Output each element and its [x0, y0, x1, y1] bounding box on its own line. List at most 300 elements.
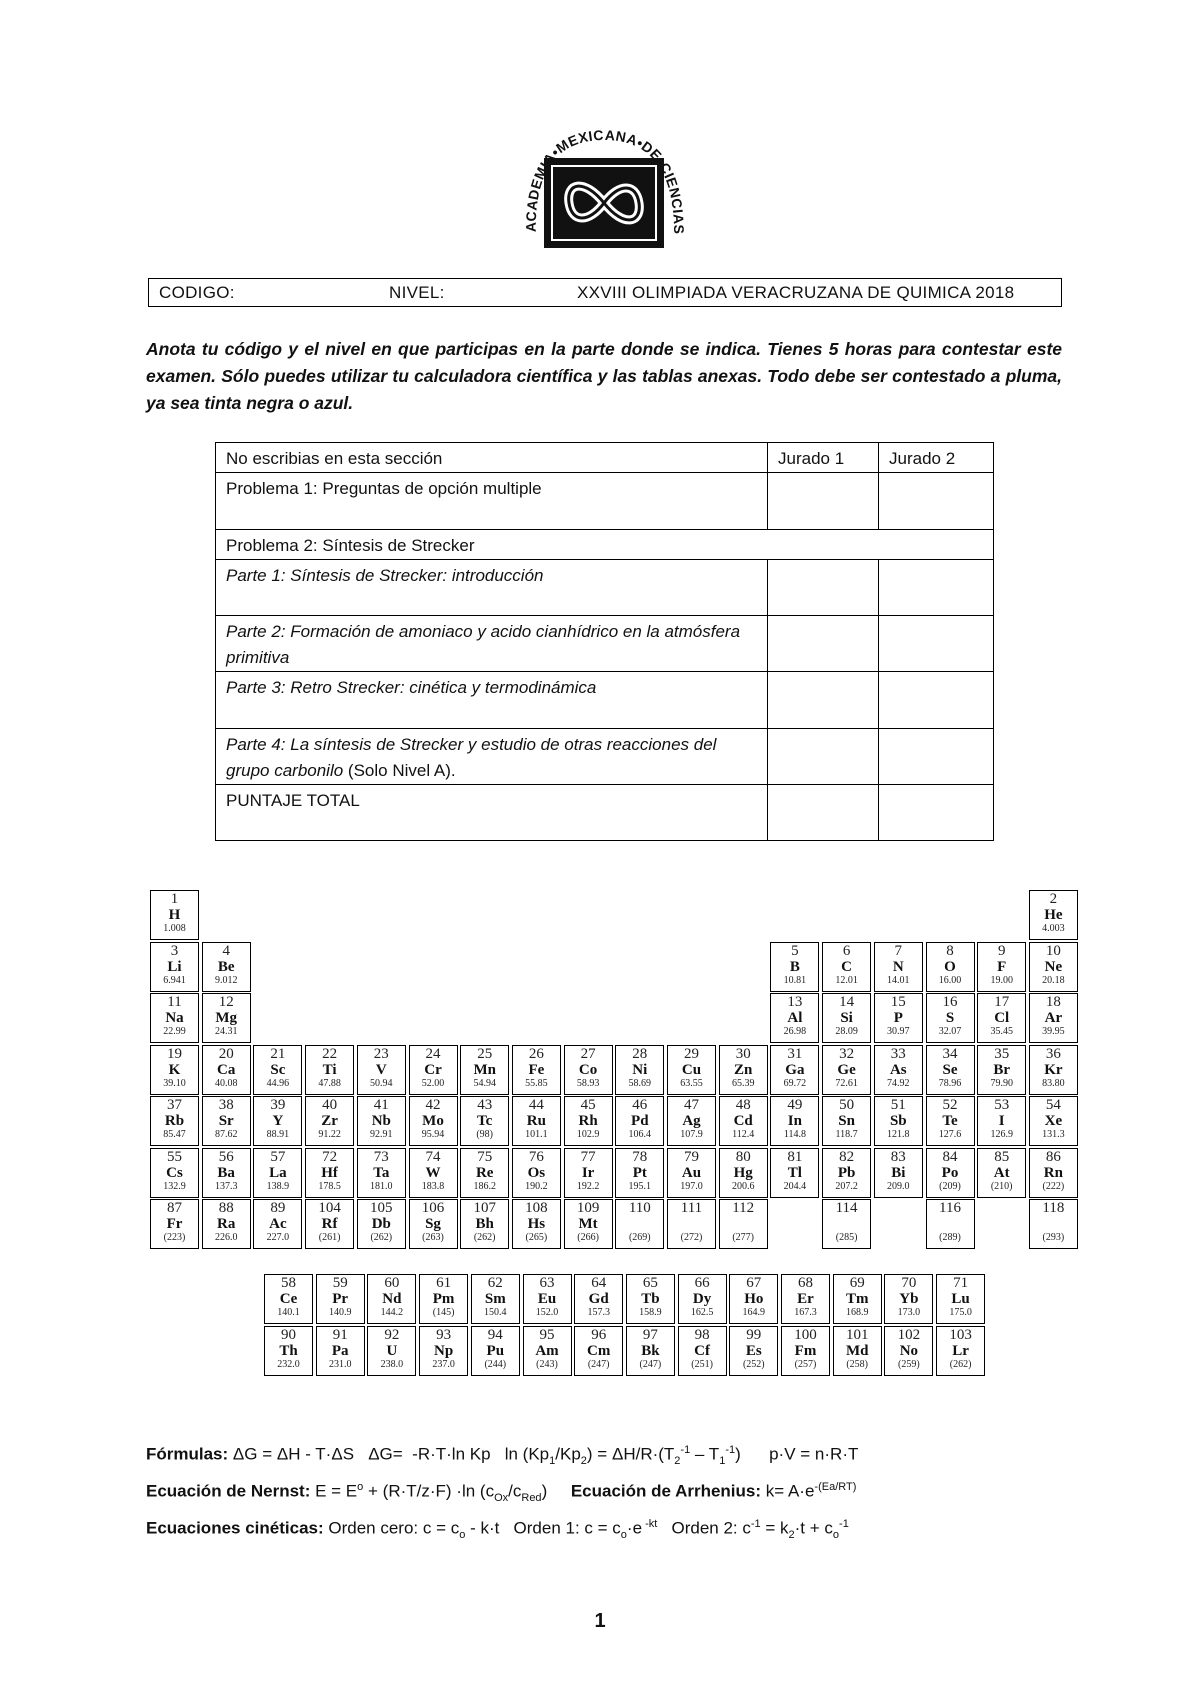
element-symbol: Cl [994, 1010, 1010, 1026]
element-cell-71 [936, 1274, 985, 1324]
element-symbol: Cd [733, 1113, 753, 1129]
element-symbol: Bh [475, 1216, 494, 1232]
element-cell-76 [512, 1148, 561, 1198]
element-symbol: Mn [473, 1061, 496, 1078]
atomic-number: 89 [270, 1200, 286, 1216]
grading-head-jurado-2: Jurado 2 [879, 443, 994, 473]
element-symbol: Rh [578, 1113, 598, 1129]
atomic-mass: 12.01 [835, 974, 858, 986]
element-cell-63 [523, 1274, 572, 1324]
element-symbol: Np [434, 1342, 454, 1359]
atomic-mass: 101.1 [525, 1129, 548, 1140]
atomic-mass: 131.3 [1042, 1129, 1065, 1140]
atomic-number: 5 [791, 942, 799, 959]
element-symbol: Ce [279, 1291, 298, 1307]
atomic-number: 118 [1042, 1200, 1065, 1216]
atomic-mass: (289) [939, 1232, 961, 1243]
element-cell-25 [460, 1045, 509, 1095]
score-cell[interactable] [768, 560, 879, 616]
atomic-number: 101 [845, 1326, 869, 1343]
atomic-number: 87 [167, 1200, 182, 1216]
atomic-mass: 22.99 [163, 1026, 186, 1037]
element-cell-15 [874, 993, 923, 1043]
element-cell-79 [667, 1148, 716, 1198]
element-cell-30 [719, 1045, 768, 1095]
svg-text:ACADEMIA•MEXICANA•DE•CIENCIAS: ACADEMIA•MEXICANA•DE•CIENCIAS [522, 128, 688, 235]
atomic-number: 70 [901, 1275, 917, 1291]
element-symbol: Fm [794, 1342, 817, 1359]
element-cell-66 [678, 1274, 727, 1324]
element-symbol: H [168, 907, 181, 923]
atomic-number: 4 [222, 942, 230, 959]
parte-4-label [216, 729, 768, 785]
element-symbol: Br [993, 1061, 1011, 1078]
atomic-number: 2 [1049, 891, 1058, 907]
atomic-mass: 114.8 [783, 1129, 806, 1140]
element-cell-23 [357, 1045, 406, 1095]
element-symbol: Dy [692, 1291, 712, 1307]
element-cell-116 [926, 1199, 975, 1249]
parte-4-note: (Solo Nivel A). [343, 761, 456, 780]
atomic-number: 30 [735, 1045, 751, 1062]
element-symbol: Md [845, 1342, 869, 1359]
atomic-mass: (265) [525, 1232, 548, 1243]
element-symbol: K [168, 1061, 181, 1078]
element-cell-105 [357, 1199, 406, 1249]
element-symbol: Rb [164, 1113, 185, 1129]
atomic-mass: 91.22 [318, 1129, 341, 1140]
atomic-number: 61 [436, 1275, 452, 1291]
atomic-number: 55 [167, 1148, 182, 1165]
element-symbol: Mo [422, 1113, 444, 1129]
element-symbol: Cm [587, 1342, 611, 1359]
atomic-number: 8 [946, 942, 954, 959]
atomic-mass: 209.0 [887, 1180, 910, 1192]
atomic-mass: 78.96 [938, 1077, 962, 1089]
atomic-mass: 6.941 [163, 974, 186, 986]
element-symbol: I [998, 1113, 1005, 1129]
element-symbol: B [789, 958, 800, 975]
atomic-number: 65 [642, 1275, 658, 1291]
element-cell-68 [781, 1274, 830, 1324]
element-cell-88 [202, 1199, 251, 1249]
element-cell-82 [822, 1148, 871, 1198]
element-symbol: Li [167, 958, 182, 975]
atomic-number: 45 [580, 1097, 596, 1113]
atomic-number: 107 [473, 1200, 496, 1216]
element-cell-100 [781, 1326, 830, 1376]
element-symbol: Hf [321, 1164, 338, 1181]
atomic-number: 46 [632, 1097, 648, 1113]
atomic-number: 26 [528, 1045, 544, 1062]
element-cell-103 [936, 1326, 985, 1376]
element-symbol: Xe [1044, 1113, 1063, 1129]
element-symbol: Eu [537, 1291, 557, 1307]
element-symbol: Ne [1044, 958, 1063, 975]
atomic-number: 68 [798, 1275, 813, 1291]
atomic-mass: 126.9 [990, 1129, 1013, 1140]
atomic-number: 48 [735, 1097, 751, 1113]
atomic-number: 44 [528, 1097, 544, 1113]
atomic-mass: 127.6 [938, 1129, 962, 1140]
atomic-mass: 226.0 [214, 1232, 238, 1243]
element-symbol: Y [272, 1113, 284, 1129]
atomic-mass: 65.39 [731, 1077, 755, 1089]
parte-4-title: Parte 4: La síntesis de Strecker y estudio de otras reacciones del grupo carbonilo [226, 735, 717, 780]
element-cell-95 [523, 1326, 572, 1376]
atomic-mass: 20.18 [1042, 974, 1065, 986]
atomic-mass: 192.2 [576, 1180, 600, 1192]
score-cell[interactable] [879, 785, 994, 841]
atomic-number: 103 [949, 1326, 972, 1343]
atomic-mass: 137.3 [214, 1180, 238, 1192]
atomic-number: 58 [281, 1275, 296, 1291]
atomic-number: 98 [694, 1326, 710, 1343]
element-cell-35 [977, 1045, 1026, 1095]
atomic-mass: 227.0 [266, 1232, 290, 1243]
atomic-mass: 4.003 [1042, 923, 1065, 934]
element-cell-78 [615, 1148, 664, 1198]
element-symbol: C [841, 958, 853, 975]
atomic-number: 16 [942, 994, 958, 1010]
element-cell-43 [460, 1096, 509, 1146]
atomic-number: 82 [839, 1148, 855, 1165]
element-cell-13 [770, 993, 819, 1043]
element-symbol: Hs [527, 1216, 546, 1232]
element-symbol: Ac [269, 1216, 287, 1232]
element-cell-52 [926, 1096, 975, 1146]
atomic-number: 22 [322, 1045, 338, 1062]
atomic-mass: (262) [473, 1232, 496, 1243]
element-cell-31 [770, 1045, 819, 1095]
element-cell-111 [667, 1199, 716, 1249]
element-symbol: Mt [578, 1216, 598, 1232]
element-symbol: Tm [845, 1291, 869, 1307]
element-symbol: U [386, 1342, 398, 1359]
atomic-number: 9 [997, 942, 1006, 959]
element-symbol: Pm [432, 1291, 455, 1307]
element-cell-109 [564, 1199, 613, 1249]
atomic-number: 28 [632, 1045, 648, 1062]
atomic-number: 17 [994, 994, 1010, 1010]
atomic-number: 39 [270, 1097, 286, 1113]
atomic-number: 102 [897, 1326, 921, 1343]
element-symbol: Lu [951, 1291, 970, 1307]
element-cell-98 [678, 1326, 727, 1376]
score-cell[interactable] [879, 560, 994, 616]
element-symbol: Ag [682, 1113, 701, 1129]
element-symbol: N [892, 958, 904, 975]
element-symbol: Se [942, 1061, 958, 1078]
element-cell-17 [977, 993, 1026, 1043]
atomic-number: 112 [732, 1200, 755, 1216]
element-symbol: Er [797, 1291, 814, 1307]
atomic-number: 38 [218, 1097, 234, 1113]
atomic-mass: (251) [691, 1358, 713, 1370]
atomic-number: 19 [167, 1045, 182, 1062]
element-symbol: Te [942, 1113, 958, 1129]
element-symbol: At [993, 1164, 1010, 1181]
element-cell-58 [264, 1274, 313, 1324]
atomic-number: 36 [1045, 1045, 1061, 1062]
atomic-mass: 35.45 [990, 1026, 1013, 1037]
element-symbol: Sb [889, 1113, 907, 1129]
element-cell-33 [874, 1045, 923, 1095]
element-cell-22 [305, 1045, 354, 1095]
atomic-mass: 9.012 [214, 974, 238, 986]
atomic-mass: 58.69 [628, 1077, 652, 1089]
element-cell-90 [264, 1326, 313, 1376]
element-symbol: Fr [166, 1216, 183, 1232]
element-cell-45 [564, 1096, 613, 1146]
atomic-mass: 87.62 [214, 1129, 238, 1140]
atomic-mass: 186.2 [473, 1180, 496, 1192]
atomic-mass: (293) [1042, 1232, 1065, 1243]
atomic-number: 93 [436, 1326, 452, 1343]
atomic-number: 18 [1045, 994, 1061, 1010]
score-cell[interactable] [768, 729, 879, 785]
element-cell-102 [884, 1326, 933, 1376]
page-number: 1 [594, 1610, 606, 1632]
grading-table [215, 442, 994, 841]
score-cell[interactable] [879, 616, 994, 672]
element-cell-97 [626, 1326, 675, 1376]
element-cell-11 [150, 993, 199, 1043]
atomic-number: 95 [539, 1326, 555, 1343]
formulas-line-3: Ecuaciones cinéticas: Orden cero: $c = c_o - k\cdot t$ Orden 1: $c = c_o\cdot e$ $^{-kt}$ Orden 2: $c^{-1} = k_2\cdot t + c_o^{-1}$ [146, 1518, 849, 1542]
atomic-number: 94 [487, 1326, 503, 1343]
element-cell-2 [1029, 890, 1078, 940]
atomic-mass: (269) [628, 1232, 651, 1243]
element-symbol: As [889, 1061, 907, 1078]
element-symbol: Ni [632, 1061, 648, 1078]
atomic-number: 32 [839, 1045, 855, 1062]
score-cell[interactable] [768, 672, 879, 729]
atomic-mass: (252) [742, 1358, 765, 1370]
element-symbol: Tc [477, 1113, 493, 1129]
atomic-number: 41 [373, 1097, 389, 1113]
element-cell-67 [729, 1274, 778, 1324]
atomic-number: 96 [591, 1326, 607, 1343]
element-symbol [720, 1216, 767, 1232]
atomic-number: 60 [384, 1275, 400, 1291]
atomic-number: 105 [370, 1200, 393, 1216]
atomic-number: 69 [849, 1275, 865, 1291]
atomic-mass: (145) [432, 1307, 455, 1318]
element-cell-72 [305, 1148, 354, 1198]
exam-header-box [148, 278, 1062, 307]
element-cell-92 [367, 1326, 416, 1376]
element-symbol: Nb [371, 1113, 391, 1129]
atomic-mass: 183.8 [421, 1180, 445, 1192]
atomic-mass: 175.0 [949, 1307, 972, 1318]
atomic-mass: 40.08 [214, 1077, 238, 1089]
score-cell[interactable] [768, 616, 879, 672]
element-cell-53 [977, 1096, 1026, 1146]
atomic-number: 64 [591, 1275, 607, 1291]
element-cell-39 [253, 1096, 302, 1146]
element-symbol: In [787, 1113, 802, 1129]
element-symbol: Kr [1044, 1061, 1063, 1078]
atomic-mass: 1.008 [163, 923, 186, 934]
atomic-mass: 83.80 [1042, 1077, 1065, 1089]
atomic-mass: 181.0 [370, 1180, 393, 1192]
element-symbol: Re [475, 1164, 494, 1181]
element-cell-70 [884, 1274, 933, 1324]
atomic-number: 67 [746, 1275, 762, 1291]
atomic-number: 74 [425, 1148, 441, 1165]
element-cell-94 [471, 1326, 520, 1376]
element-cell-75 [460, 1148, 509, 1198]
atomic-number: 78 [632, 1148, 648, 1165]
element-cell-73 [357, 1148, 406, 1198]
atomic-mass: (263) [422, 1232, 444, 1243]
element-cell-74 [409, 1148, 458, 1198]
atomic-number: 59 [332, 1275, 348, 1291]
atomic-number: 73 [373, 1148, 389, 1165]
atomic-mass: 200.6 [731, 1180, 755, 1192]
atomic-mass: 190.2 [525, 1180, 548, 1192]
element-cell-110 [615, 1199, 664, 1249]
atomic-mass: 32.07 [938, 1026, 962, 1037]
atomic-mass: 106.4 [628, 1129, 652, 1140]
atomic-mass: 28.09 [835, 1026, 858, 1037]
element-cell-46 [615, 1096, 664, 1146]
element-symbol: Pr [332, 1291, 349, 1307]
element-cell-96 [574, 1326, 623, 1376]
atomic-mass: 140.9 [328, 1307, 352, 1318]
element-cell-114 [822, 1199, 871, 1249]
element-cell-41 [357, 1096, 406, 1146]
element-symbol: P [893, 1010, 903, 1026]
atomic-mass: (262) [370, 1232, 393, 1243]
element-cell-28 [615, 1045, 664, 1095]
atomic-mass: 19.00 [990, 974, 1013, 986]
element-cell-85 [977, 1148, 1026, 1198]
element-symbol: No [899, 1342, 919, 1359]
atomic-mass: (210) [990, 1180, 1013, 1192]
element-symbol [927, 1216, 974, 1232]
score-cell[interactable] [879, 729, 994, 785]
atomic-mass: 204.4 [783, 1180, 807, 1192]
atomic-mass: 144.2 [380, 1307, 404, 1318]
atomic-mass: 79.90 [990, 1077, 1013, 1089]
atomic-number: 49 [787, 1097, 803, 1113]
element-cell-51 [874, 1096, 923, 1146]
element-cell-87 [150, 1199, 199, 1249]
atomic-mass: 140.1 [277, 1307, 300, 1318]
element-cell-48 [719, 1096, 768, 1146]
problema-1-label: Problema 1: Preguntas de opción multiple [216, 473, 768, 530]
element-cell-26 [512, 1045, 561, 1095]
atomic-mass: 24.31 [214, 1026, 238, 1037]
formulas-label: Fórmulas: [146, 1444, 229, 1464]
element-symbol: V [375, 1061, 387, 1078]
atomic-number: 50 [839, 1097, 855, 1113]
element-symbol: Bk [641, 1342, 660, 1359]
atomic-mass: 237.0 [432, 1358, 455, 1370]
atomic-mass: 238.0 [380, 1358, 404, 1370]
element-symbol: Th [279, 1342, 298, 1359]
atomic-mass: 195.1 [628, 1180, 652, 1192]
element-symbol: Na [165, 1010, 184, 1026]
score-cell[interactable] [879, 473, 994, 530]
parte-1-label: Parte 1: Síntesis de Strecker: introducción [216, 560, 768, 616]
element-symbol: S [945, 1010, 955, 1026]
element-symbol: Sc [270, 1061, 286, 1078]
element-symbol: Po [941, 1164, 959, 1181]
score-cell[interactable] [768, 473, 879, 530]
atomic-mass: 14.01 [887, 974, 910, 986]
element-symbol: O [944, 958, 956, 975]
element-symbol: Ir [581, 1164, 595, 1181]
atomic-number: 20 [218, 1045, 234, 1062]
element-cell-44 [512, 1096, 561, 1146]
score-cell[interactable] [879, 672, 994, 729]
atomic-number: 23 [373, 1045, 389, 1062]
element-symbol: Ar [1044, 1010, 1063, 1026]
atomic-mass: 39.95 [1042, 1026, 1065, 1037]
exam-title: XXVIII OLIMPIADA VERACRUZANA DE QUIMICA 2018 [577, 283, 1015, 302]
atomic-mass: 207.2 [835, 1180, 858, 1192]
atomic-mass: 232.0 [277, 1358, 300, 1370]
atomic-number: 63 [539, 1275, 555, 1291]
atomic-mass: (259) [898, 1358, 920, 1370]
atomic-mass: 197.0 [680, 1180, 703, 1192]
element-symbol: Es [745, 1342, 762, 1359]
element-cell-37 [150, 1096, 199, 1146]
element-symbol: Ga [785, 1061, 805, 1078]
atomic-number: 66 [694, 1275, 710, 1291]
atomic-number: 27 [580, 1045, 596, 1062]
atomic-number: 108 [525, 1200, 548, 1216]
atomic-mass: 152.0 [535, 1307, 559, 1318]
element-cell-77 [564, 1148, 613, 1198]
atomic-mass: 132.9 [163, 1180, 186, 1192]
atomic-mass: 167.3 [794, 1307, 817, 1318]
element-symbol: Sg [425, 1216, 441, 1232]
atomic-number: 13 [787, 994, 803, 1010]
element-symbol: La [269, 1164, 287, 1181]
atomic-number: 92 [384, 1326, 400, 1343]
element-cell-10 [1029, 942, 1078, 992]
atomic-number: 40 [322, 1097, 338, 1113]
element-symbol: Pu [486, 1342, 505, 1359]
atomic-mass: (222) [1042, 1180, 1065, 1192]
atomic-mass: 168.9 [845, 1307, 869, 1318]
atomic-mass: (243) [536, 1358, 558, 1370]
atomic-mass: (285) [835, 1232, 858, 1243]
element-cell-47 [667, 1096, 716, 1146]
atomic-number: 11 [167, 994, 182, 1010]
element-symbol: Bi [891, 1164, 906, 1181]
element-cell-118 [1029, 1199, 1078, 1249]
atomic-mass: (262) [949, 1358, 972, 1370]
atomic-mass: 58.93 [576, 1077, 600, 1089]
element-symbol: Sn [838, 1113, 855, 1129]
element-cell-89 [253, 1199, 302, 1249]
element-cell-99 [729, 1326, 778, 1376]
element-symbol: Ca [217, 1061, 236, 1078]
element-symbol: Tl [787, 1164, 802, 1181]
score-cell[interactable] [768, 785, 879, 841]
atomic-mass: 52.00 [421, 1077, 445, 1089]
atomic-mass: 16.00 [938, 974, 962, 986]
atomic-mass: 85.47 [163, 1129, 186, 1140]
atomic-number: 6 [842, 942, 851, 959]
atomic-number: 57 [270, 1148, 286, 1165]
element-symbol: Cu [681, 1061, 702, 1078]
